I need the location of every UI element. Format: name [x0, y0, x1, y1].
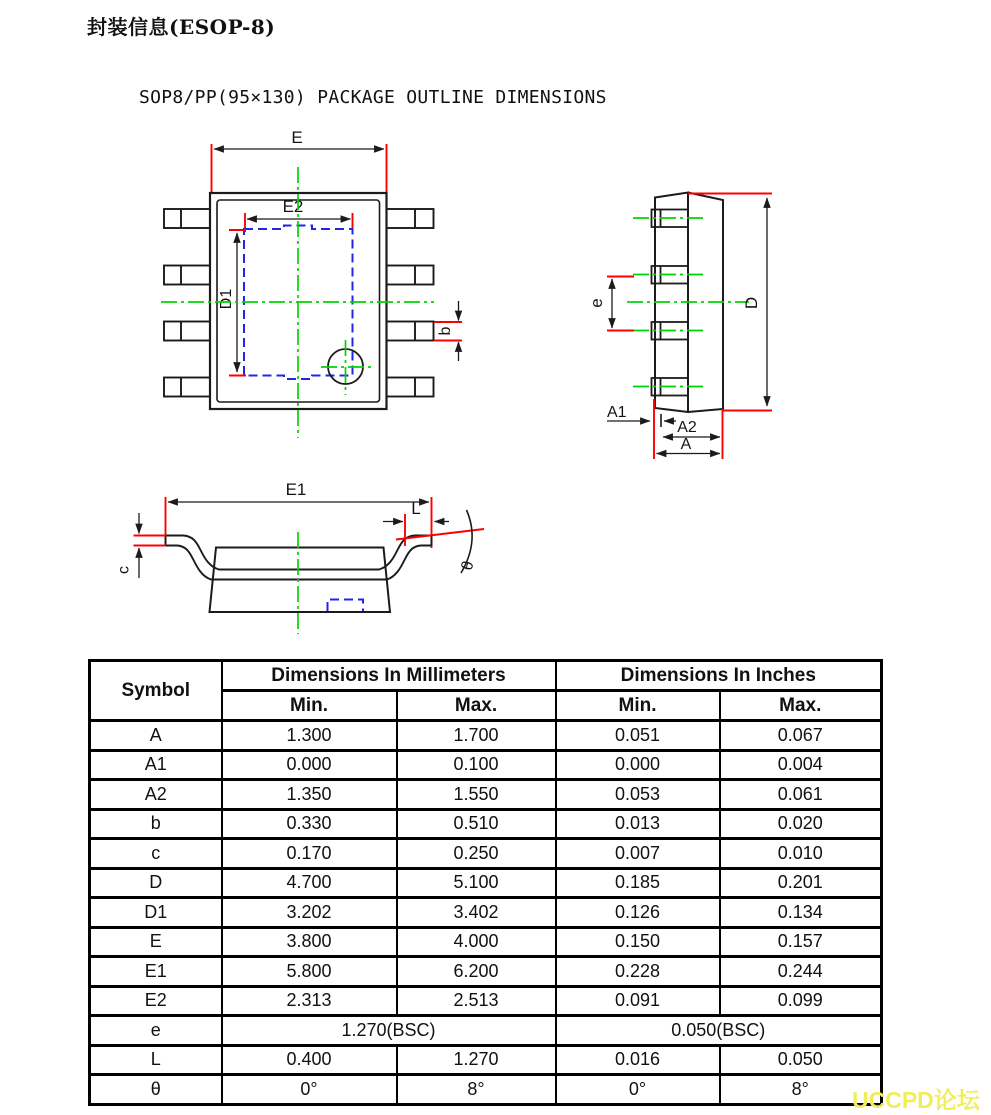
table-row	[90, 1045, 882, 1075]
value-cell: 3.800	[222, 927, 397, 957]
header-symbol: Symbol	[90, 661, 222, 721]
header-inches: Dimensions In Inches	[556, 661, 882, 691]
value-cell: 0.201	[720, 868, 882, 898]
table-row	[90, 1016, 882, 1046]
table-row	[90, 986, 882, 1016]
symbol-cell: c	[90, 839, 222, 869]
value-cell: 0.013	[556, 809, 720, 839]
value-cell: 0.020	[720, 809, 882, 839]
value-cell: 0.330	[222, 809, 397, 839]
header-in-max: Max.	[720, 691, 882, 721]
dim-label-b: b	[437, 326, 454, 336]
value-cell: 4.700	[222, 868, 397, 898]
table-row	[90, 809, 882, 839]
table-row	[90, 868, 882, 898]
value-cell: 0.053	[556, 780, 720, 810]
dim-label-A1: A1	[607, 404, 627, 421]
header-mm-max: Max.	[397, 691, 556, 721]
exposed-pad-mark	[328, 600, 364, 612]
value-cell: 0°	[556, 1075, 720, 1105]
value-cell: 0.228	[556, 957, 720, 987]
dim-label-E2: E2	[282, 197, 304, 216]
dim-label-E: E	[291, 128, 303, 147]
value-cell: 0.100	[397, 750, 556, 780]
dimension-table-body	[90, 721, 882, 1105]
table-row	[90, 780, 882, 810]
value-cell: 1.700	[397, 721, 556, 751]
value-cell: 4.000	[397, 927, 556, 957]
value-cell: 0.250	[397, 839, 556, 869]
header-mm-min: Min.	[222, 691, 397, 721]
symbol-cell: E2	[90, 986, 222, 1016]
forum-watermark: UCCPD论坛	[852, 1087, 980, 1113]
top-view-drawing	[161, 128, 462, 438]
value-cell: 0.000	[222, 750, 397, 780]
value-cell: 0°	[222, 1075, 397, 1105]
value-cell: 5.800	[222, 957, 397, 987]
symbol-cell: A2	[90, 780, 222, 810]
value-cell: 0.067	[720, 721, 882, 751]
value-cell: 6.200	[397, 957, 556, 987]
value-cell: 8°	[720, 1075, 882, 1105]
page-title: 封装信息(ESOP-8)	[87, 15, 276, 39]
side-view-drawing	[587, 193, 772, 460]
value-cell: 3.202	[222, 898, 397, 928]
dim-label-E1: E1	[285, 480, 307, 499]
value-cell: 0.400	[222, 1045, 397, 1075]
value-cell: 0.016	[556, 1045, 720, 1075]
value-cell: 1.300	[222, 721, 397, 751]
table-header-row-groups	[90, 661, 882, 691]
dimension-table	[88, 659, 883, 1106]
dim-label-L: L	[411, 499, 421, 518]
value-cell: 0.170	[222, 839, 397, 869]
dim-label-c: c	[115, 566, 133, 574]
value-cell: 0.004	[720, 750, 882, 780]
table-row	[90, 750, 882, 780]
front-view-drawing	[116, 480, 485, 634]
value-cell: 0.007	[556, 839, 720, 869]
dim-label-D1: D1	[218, 288, 235, 310]
dim-label-A2: A2	[677, 419, 697, 436]
dim-label-e: e	[587, 298, 606, 308]
value-cell: 8°	[397, 1075, 556, 1105]
table-row	[90, 1075, 882, 1105]
symbol-cell: b	[90, 809, 222, 839]
value-cell: 2.313	[222, 986, 397, 1016]
symbol-cell: e	[90, 1016, 222, 1046]
value-cell: 0.061	[720, 780, 882, 810]
value-cell: 0.134	[720, 898, 882, 928]
symbol-cell: L	[90, 1045, 222, 1075]
value-cell: 0.010	[720, 839, 882, 869]
table-row	[90, 839, 882, 869]
dim-label-theta: θ	[458, 559, 478, 573]
dim-label-D: D	[742, 296, 761, 310]
table-row	[90, 721, 882, 751]
package-outline-subtitle: SOP8/PP(95×130) PACKAGE OUTLINE DIMENSIONS	[139, 87, 607, 108]
value-cell: 0.091	[556, 986, 720, 1016]
value-cell: 3.402	[397, 898, 556, 928]
value-cell: 0.099	[720, 986, 882, 1016]
value-cell: 1.350	[222, 780, 397, 810]
header-in-min: Min.	[556, 691, 720, 721]
value-cell: 0.157	[720, 927, 882, 957]
table-row	[90, 957, 882, 987]
symbol-cell: θ	[90, 1075, 222, 1105]
value-cell: 1.550	[397, 780, 556, 810]
symbol-cell: A1	[90, 750, 222, 780]
value-cell: 0.126	[556, 898, 720, 928]
value-cell: 1.270	[397, 1045, 556, 1075]
table-row	[90, 927, 882, 957]
value-cell: 0.185	[556, 868, 720, 898]
value-cell: 1.270(BSC)	[222, 1016, 556, 1046]
table-row	[90, 898, 882, 928]
header-millimeters: Dimensions In Millimeters	[222, 661, 556, 691]
value-cell: 0.150	[556, 927, 720, 957]
symbol-cell: E	[90, 927, 222, 957]
symbol-cell: A	[90, 721, 222, 751]
dim-label-A: A	[680, 436, 692, 453]
value-cell: 0.050	[720, 1045, 882, 1075]
value-cell: 5.100	[397, 868, 556, 898]
value-cell: 0.051	[556, 721, 720, 751]
value-cell: 2.513	[397, 986, 556, 1016]
value-cell: 0.000	[556, 750, 720, 780]
value-cell: 0.510	[397, 809, 556, 839]
symbol-cell: E1	[90, 957, 222, 987]
symbol-cell: D	[90, 868, 222, 898]
symbol-cell: D1	[90, 898, 222, 928]
value-cell: 0.244	[720, 957, 882, 987]
value-cell: 0.050(BSC)	[556, 1016, 882, 1046]
